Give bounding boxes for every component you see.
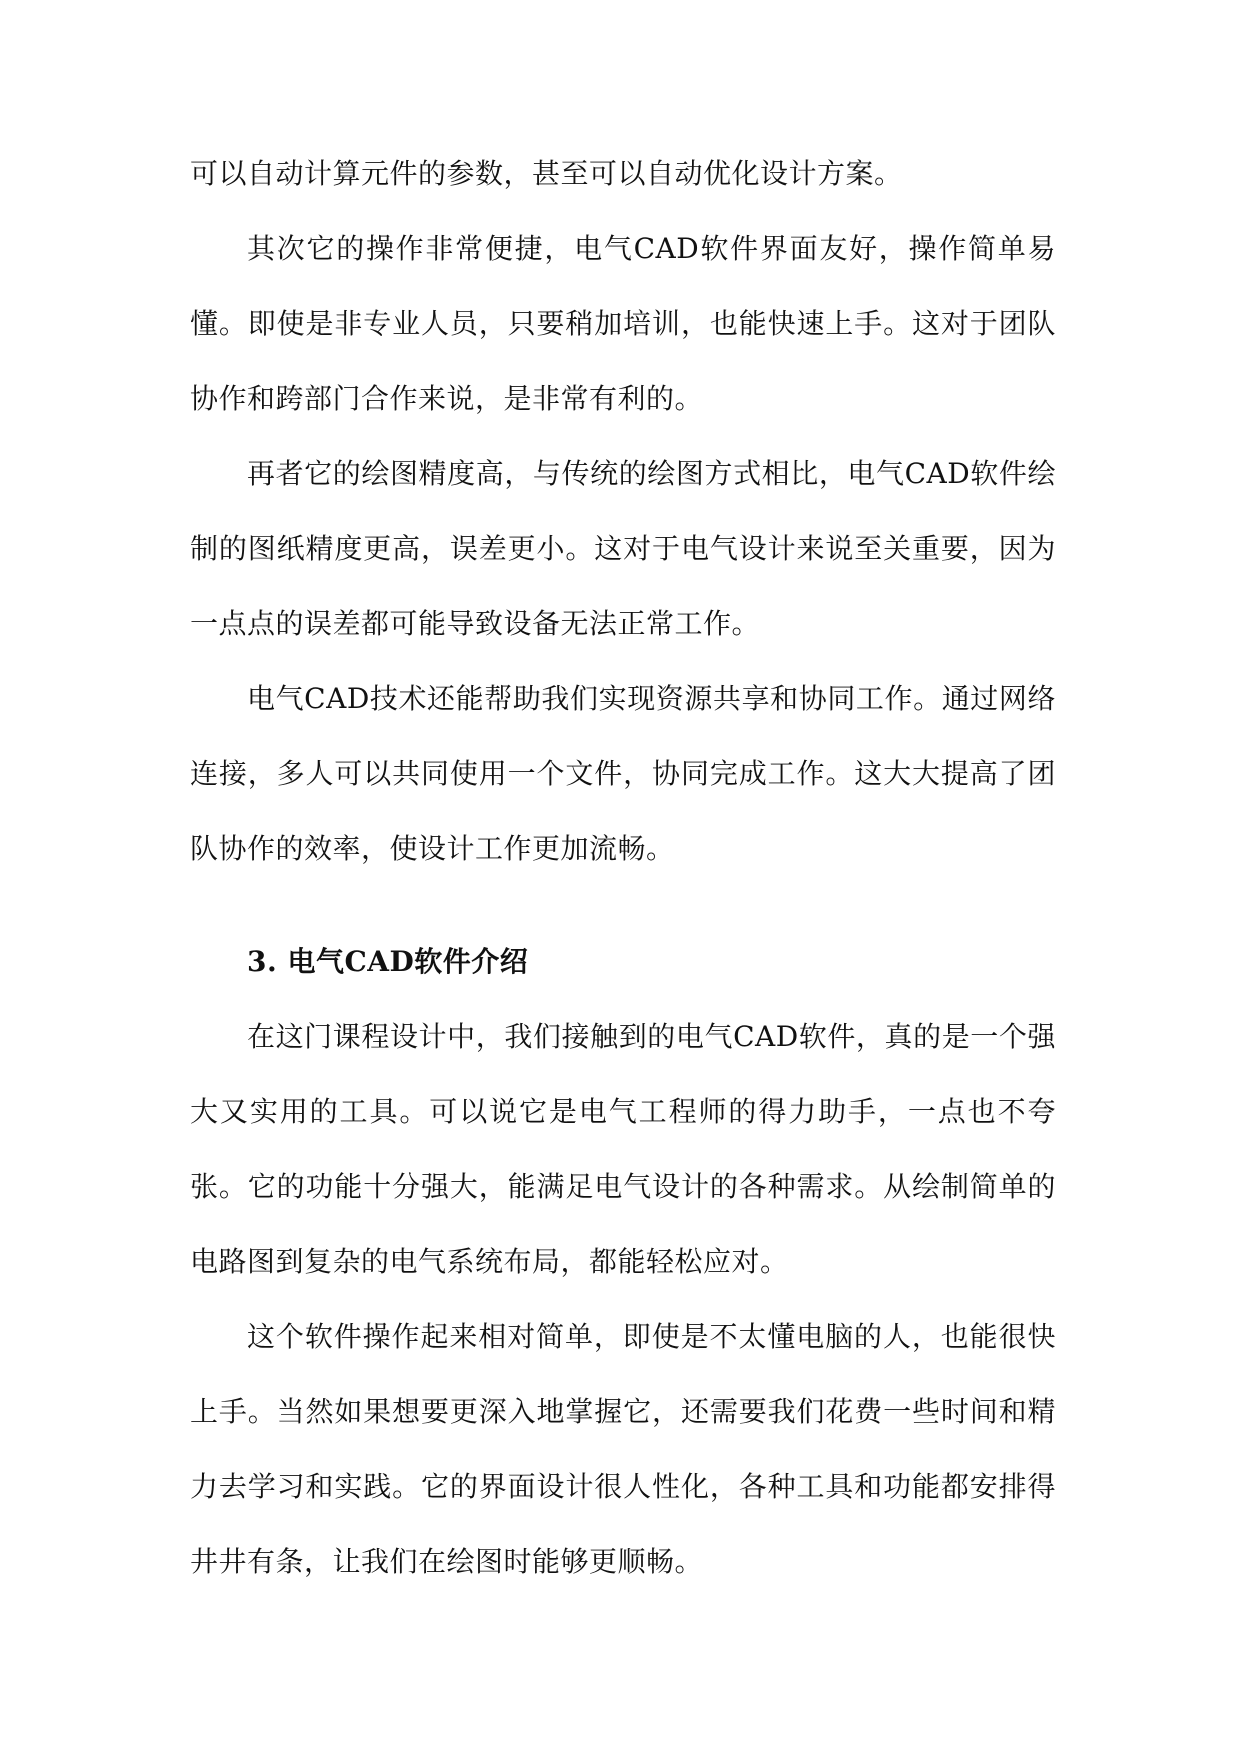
document-body <box>190 136 1056 1599</box>
section-heading: 3. 电气CAD软件介绍 <box>247 945 529 978</box>
paragraph-ease-of-use: 其次它的操作非常便捷，电气CAD软件界面友好，操作简单易懂。即使是非专业人员，只要稍加培训，也能快速上手。这对于团队协作和跨部门合作来说，是非常有利的。 <box>190 232 1056 415</box>
paragraph-collaboration: 电气CAD技术还能帮助我们实现资源共享和协同工作。通过网络连接，多人可以共同使用一个文件，协同完成工作。这大大提高了团队协作的效率，使设计工作更加流畅。 <box>190 682 1056 865</box>
paragraph-continuation: 可以自动计算元件的参数，甚至可以自动优化设计方案。 <box>190 157 903 190</box>
paragraph-software-usage: 这个软件操作起来相对简单，即使是不太懂电脑的人，也能很快上手。当然如果想要更深入地掌握它，还需要我们花费一些时间和精力去学习和实践。它的界面设计很人性化，各种工具和功能都安排得井井有条，让我们在绘图时能够更顺畅。 <box>190 1320 1056 1578</box>
paragraph-software-intro: 在这门课程设计中，我们接触到的电气CAD软件，真的是一个强大又实用的工具。可以说它是电气工程师的得力助手，一点也不夸张。它的功能十分强大，能满足电气设计的各种需求。从绘制简单的电路图到复杂的电气系统布局，都能轻松应对。 <box>190 1020 1056 1278</box>
paragraph-precision: 再者它的绘图精度高，与传统的绘图方式相比，电气CAD软件绘制的图纸精度更高，误差更小。这对于电气设计来说至关重要，因为一点点的误差都可能导致设备无法正常工作。 <box>190 457 1056 640</box>
